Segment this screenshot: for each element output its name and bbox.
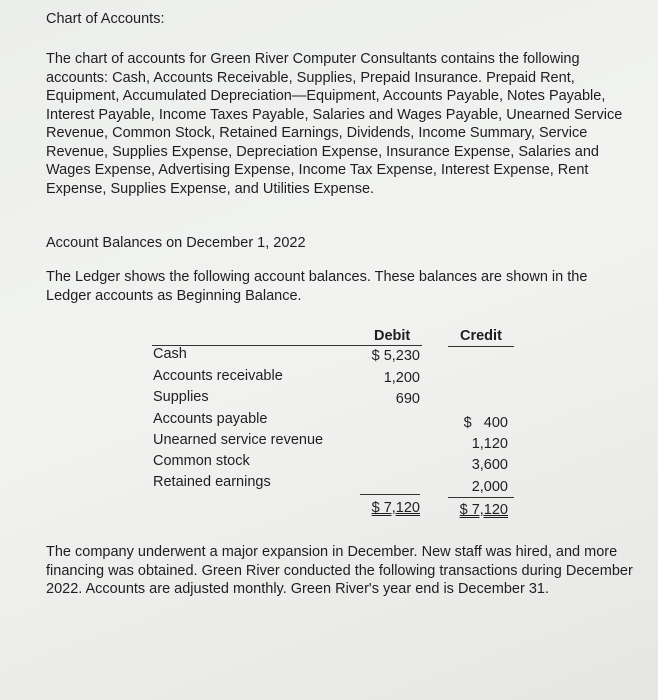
table-row-credit: $ 400 [463, 415, 508, 431]
header-rule [152, 345, 422, 346]
table-row-account: Retained earnings [153, 474, 271, 490]
table-row-credit: 2,000 [471, 479, 508, 495]
table-row-debit: 1,200 [383, 370, 420, 386]
table-row-account: Unearned service revenue [153, 432, 324, 448]
closing-text: The company underwent a major expansion in December. New staff was hired, and more financing was obtained. Green River conducted the following transactions during December 2022. Accounts are adjusted monthly. Green River's year end is December 31. [46, 544, 633, 597]
account-balances-heading: Account Balances on December 1, 2022 [46, 235, 306, 251]
table-row-debit: 690 [395, 391, 420, 407]
table-row-credit: 3,600 [471, 457, 508, 473]
debit-header: Debit [374, 328, 411, 344]
table-row-account: Cash [153, 346, 187, 362]
chart-of-accounts-text: The chart of accounts for Green River Computer Consultants contains the following accounts: Cash, Accounts Receivable, Supplies, Prepaid Insurance. Prepaid Rent, Equipment, Accumulated Depreciation—Equipment, Accounts Payable, Notes Payable, Interest Payable, Income Taxes Payable, Salaries and Wages Payable, Unearned Service Revenue, Common Stock, Retained Earnings, Dividends, Income Summary, Service Revenue, Supplies Expense, Depreciation Expense, Insurance Expense, Salaries and Wages Expense, Advertising Expense, Income Tax Expense, Interest Expense, Rent Expense, Supplies Expense, and Utilities Expense. [46, 51, 623, 197]
table-row-debit: $ 5,230 [371, 348, 420, 364]
credit-total: $ 7,120 [459, 502, 508, 518]
credit-header-rule [448, 346, 514, 347]
table-row-account: Common stock [153, 453, 250, 469]
table-row-account: Accounts receivable [153, 368, 283, 384]
debit-total-rule [360, 494, 420, 495]
table-row-account: Supplies [153, 389, 209, 405]
debit-total: $ 7,120 [371, 500, 420, 516]
credit-total-rule [448, 497, 514, 498]
table-row-account: Accounts payable [153, 411, 268, 427]
table-row-credit: 1,120 [471, 436, 508, 452]
account-balances-text: The Ledger shows the following account balances. These balances are shown in the Ledger accounts as Beginning Balance. [46, 269, 588, 304]
chart-of-accounts-heading: Chart of Accounts: [46, 11, 165, 27]
credit-header: Credit [460, 328, 502, 344]
